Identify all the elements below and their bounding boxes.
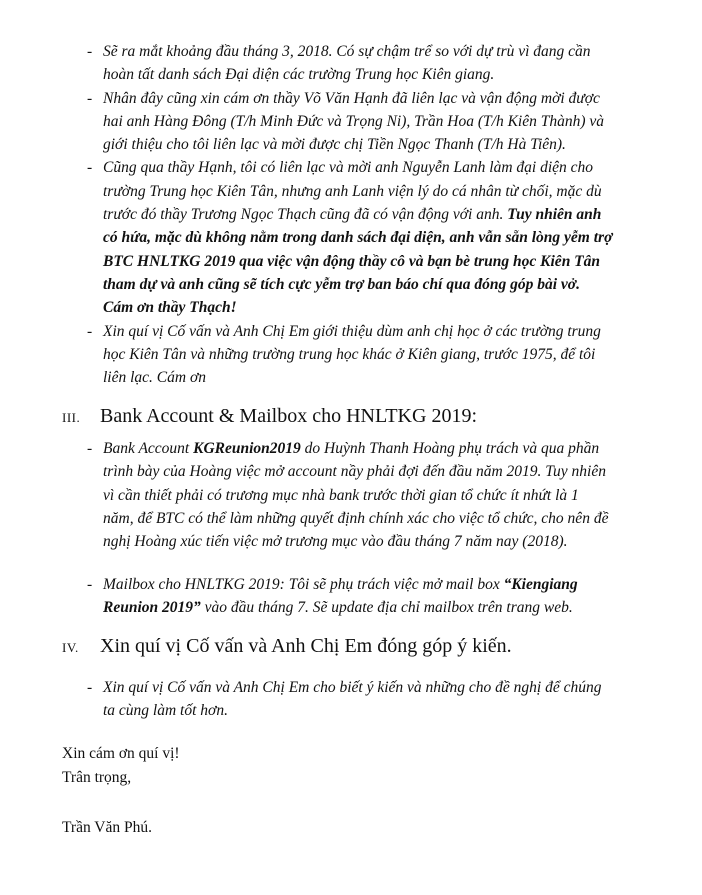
list-item: - Nhân đây cũng xin cám ơn thầy Võ Văn Hạnh đã liên lạc và vận động mời được hai anh Hàng Đông (T/h Minh Đức và Trọng Ni), Trần Hoa (T/h Kiên Thành) và giới thiệu cho tôi liên lạc và mời được chị Tiền Ngọc Thanh (T/h Hà Tiên). (87, 87, 652, 157)
closing-thanks: Xin cám ơn quí vị! (62, 745, 180, 762)
section-iii-heading (62, 403, 662, 431)
section-title: Xin quí vị Cố vấn và Anh Chị Em đóng góp ý kiến. (100, 635, 512, 657)
bullet-dash: - (87, 679, 93, 696)
bullet-dash: - (87, 43, 93, 60)
list-item: - Bank Account KGReunion2019 do Huỳnh Thanh Hoàng phụ trách và qua phần trình bày của Hoàng việc mở account nầy phải đợi đến đầu năm 2019. Tuy nhiên vì cần thiết phải có trương mục nhà bank trước thời gian tổ chức ít nhứt là 1 năm, để BTC có thể làm những quyết định chính xác cho việc tổ chức, cho nên đề nghị Hoàng xúc tiến việc mở trương mục vào đầu tháng 7 năm nay (2018). (87, 437, 652, 553)
section-iv-bullets (87, 676, 652, 723)
list-item: - Mailbox cho HNLTKG 2019: Tôi sẽ phụ trách việc mở mail box “Kiengiang Reunion 2019” vào đầu tháng 7. Sẽ update địa chỉ mailbox trên trang web. (87, 573, 652, 620)
bullet-dash: - (87, 159, 93, 177)
section-iii-bullets-2 (87, 573, 652, 620)
section-number: III. (62, 410, 81, 425)
list-item: - Xin quí vị Cố vấn và Anh Chị Em giới thiệu dùm anh chị học ở các trường trung học Kiên Tân và những trường trung học khác ở Kiên giang, trước 1975, để tôi liên lạc. Cám ơn (87, 320, 652, 390)
section-number: IV. (62, 640, 79, 655)
list-item: - Xin quí vị Cố vấn và Anh Chị Em cho biết ý kiến và những cho đề nghị để chúng ta cùng làm tốt hơn. (87, 676, 652, 723)
list-item: - Cũng qua thầy Hạnh, tôi có liên lạc và mời anh Nguyễn Lanh làm đại diện cho trường Trung học Kiên Tân, nhưng anh Lanh viện lý do cá nhân từ chối, mặc dù trước đó thầy Trương Ngọc Thạch cũng đã có vận động với anh. Tuy nhiên anh có hứa, mặc dù không nằm trong danh sách đại diện, anh vẫn sẵn lòng yễm trợ BTC HNLTKG 2019 qua việc vận động thầy cô và bạn bè trung học Kiên Tân tham dự và anh cũng sẽ tích cực yễm trợ ban báo chí qua đóng góp bài vở. Cám ơn thầy Thạch! (87, 156, 652, 319)
bullet-dash: - (87, 440, 93, 457)
signature: Trần Văn Phú. (62, 819, 153, 836)
section-title: Bank Account & Mailbox cho HNLTKG 2019: (100, 405, 478, 427)
bullet-dash: - (87, 576, 93, 593)
section-iii-bullets (87, 437, 652, 553)
closing-regards: Trân trọng, (62, 769, 132, 786)
list-item: - Sẽ ra mắt khoảng đầu tháng 3, 2018. Có sự chậm trể so với dự trù vì đang cần hoàn tất danh sách Đại diện các trường Trung học Kiên giang. (87, 40, 652, 87)
continued-bullet-list (87, 40, 652, 389)
bullet-dash: - (87, 322, 93, 340)
bullet-dash: - (87, 89, 93, 107)
section-iv-heading (62, 633, 662, 661)
